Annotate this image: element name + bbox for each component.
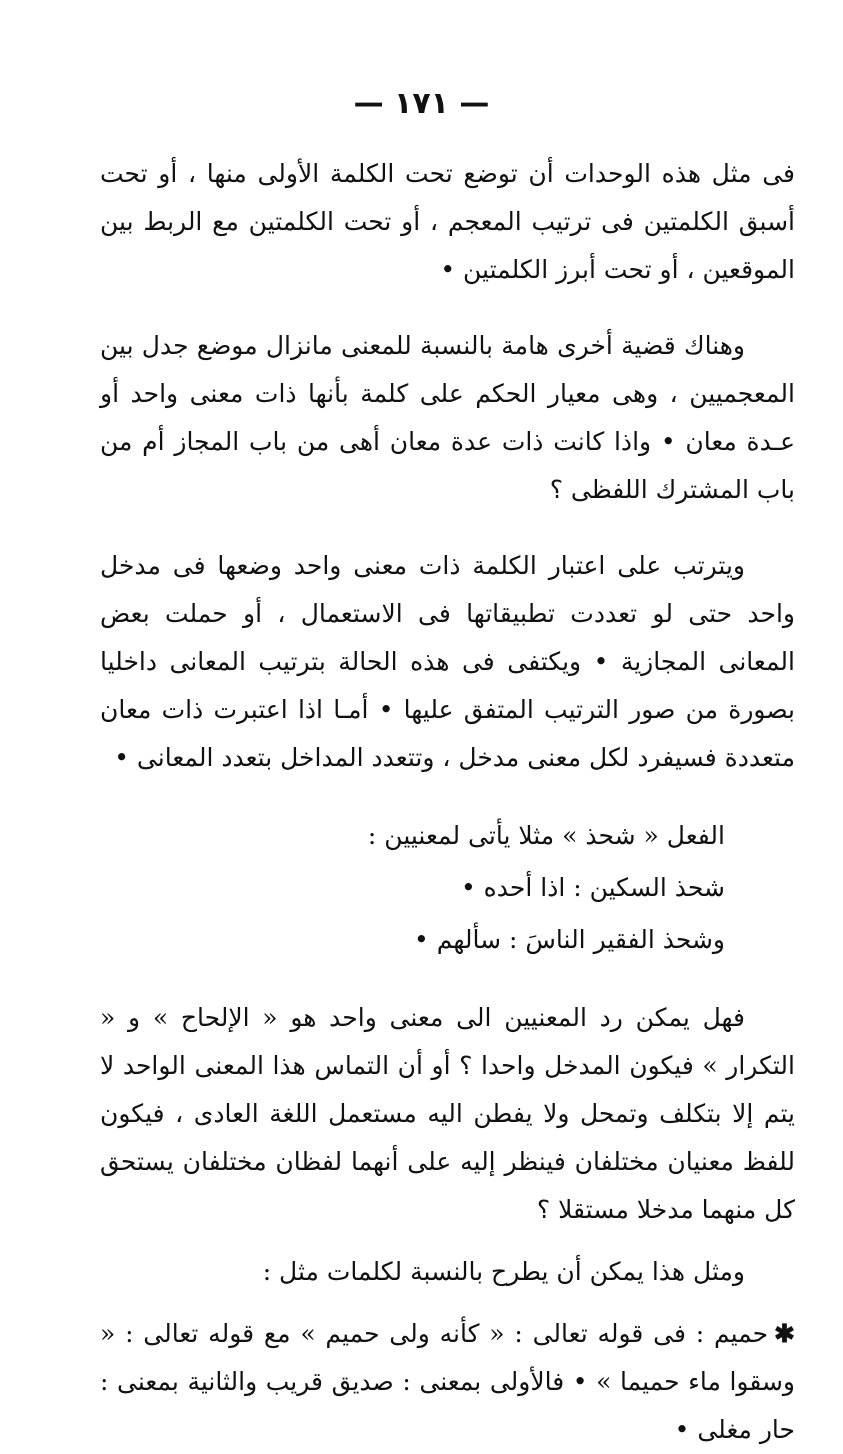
page-number: — ١٧١ — xyxy=(353,86,490,121)
paragraph-3: ويترتب على اعتبار الكلمة ذات معنى واحد وضعها فى مدخل واحد حتى لو تعددت تطبيقاتها فى الاستعمال ، أو حملت بعض المعانى المجازية • ويكتفى فى هذه الحالة بترتيب المعانى داخليا بصورة من صور الترتيب المتفق عليها • أمـا اذا اعتبرت ذات معان متعددة فسيفرد لكل معنى مدخل ، وتتعدد المداخل بتعدد المعانى • xyxy=(100,551,795,772)
paragraph-5: ومثل هذا يمكن أن يطرح بالنسبة لكلمات مثل : xyxy=(262,1257,745,1286)
example-line-2: وشحذ الفقير الناسَ : سألهم • xyxy=(414,925,725,954)
body-text xyxy=(100,150,795,1454)
paragraph-4: فهل يمكن رد المعنيين الى معنى واحد هو « الإلحاح » و « التكرار » فيكون المدخل واحدا ؟ أو أن التماس هذا المعنى الواحد لا يتم إلا بتكلف وتمحل ولا يفطن اليه مستعمل اللغة العادى ، فيكون للفظ معنيان مختلفان فينظر إليه على أنهما لفظان مختلفان يستحق كل منهما مدخلا مستقلا ؟ xyxy=(100,1003,795,1224)
paragraph-2: وهناك قضية أخرى هامة بالنسبة للمعنى مانزال موضع جدل بين المعجميين ، وهى معيار الحكم على كلمة بأنها ذات معنى واحد أو عـدة معان • واذا كانت ذات عدة معان أهى من باب المجاز أم من باب المشترك اللفظى ؟ xyxy=(100,331,795,504)
paragraph-6-text: حميم : فى قوله تعالى : « كأنه ولى حميم » مع قوله تعالى : « وسقوا ماء حميما » • فالأولى بمعنى : صديق قريب والثانية بمعنى : حار مغلى • xyxy=(100,1319,795,1444)
asterisk-icon: ✱ xyxy=(774,1319,795,1348)
example-line-1: شحذ السكين : اذا أحده • xyxy=(460,873,725,902)
example-intro: الفعل « شحذ » مثلا يأتى لمعنيين : xyxy=(367,821,725,850)
paragraph-1: فى مثل هذه الوحدات أن توضع تحت الكلمة الأولى منها ، أو تحت أسبق الكلمتين فى ترتيب المعجم ، أو تحت الكلمتين مع الربط بين الموقعين ، أو تحت أبرز الكلمتين • xyxy=(100,159,795,284)
paragraph-6 xyxy=(100,1310,795,1454)
